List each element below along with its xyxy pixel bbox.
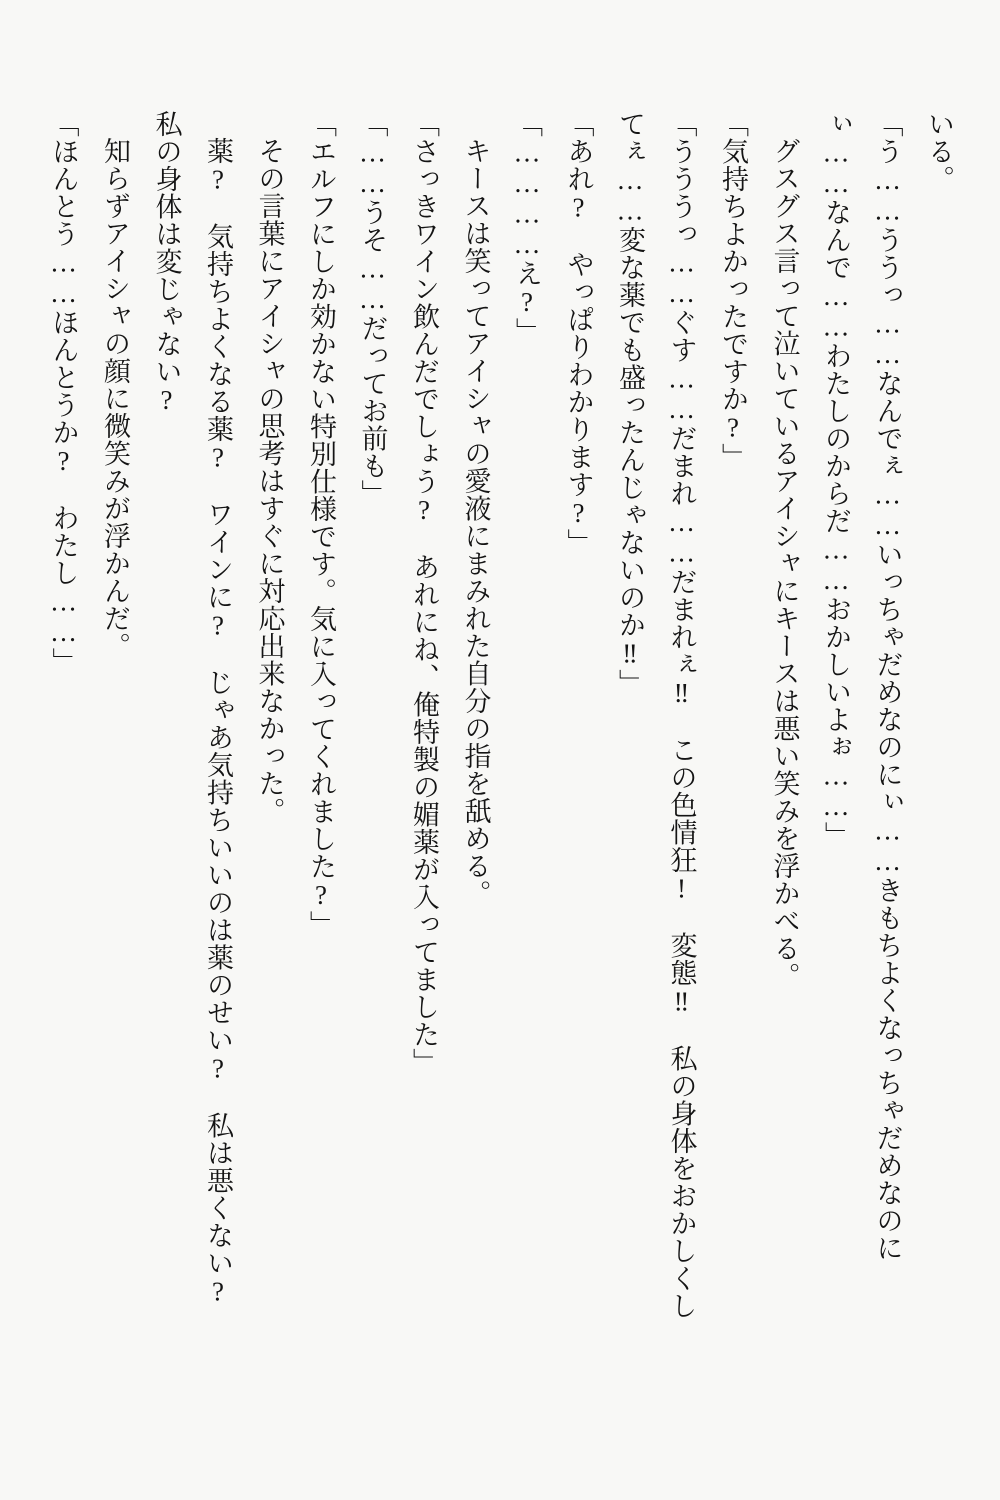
paragraph: 知らずアイシャの顔に微笑みが浮かんだ。: [100, 137, 130, 660]
paragraph: 「う……ううっ……なんでぇ……いっちゃだめなのにぃ……きもちよくなっちゃだめなのにぃ……なんで……わたしのからだ……おかしいよぉ……」: [821, 110, 903, 1262]
paragraph: 「気持ちよかったですか?」: [718, 110, 748, 471]
paragraph: その言葉にアイシャの思考はすぐに対応出来なかった。: [254, 137, 285, 825]
paragraph: 「うううっ……ぐす……だまれ……だまれぇ‼ この色情狂! 変態‼ 私の身体をおかしくしてぇ……変な薬でも盛ったんじゃないのか‼」: [615, 110, 697, 1320]
paragraph: 私の身体は変じゃない?: [151, 110, 182, 416]
paragraph: グスグス言って泣いているアイシャにキースは悪い笑みを浮かべる。: [769, 137, 800, 990]
paragraph: いる。: [924, 110, 954, 193]
paragraph: 「あれ? やっぱりわかります?」: [563, 110, 594, 556]
paragraph: 「……うそ……だってお前も」: [357, 110, 388, 507]
paragraph: 「エルフにしか効かない特別仕様です。気に入ってくれました?」: [306, 110, 336, 938]
paragraph: キースは笑ってアイシャの愛液にまみれた自分の指を舐める。: [460, 137, 491, 907]
paragraph: 「さっきワイン飲んだでしょう? あれにね、俺特製の媚薬が入ってました」: [409, 110, 439, 1076]
paragraph: 薬? 気持ちよくなる薬? ワインに? じゃあ気持ちいいのは薬のせい? 私は悪くない?: [203, 137, 233, 1307]
paragraph: 「…………え?」: [512, 110, 542, 345]
vertical-text-flow: [30, 110, 964, 1332]
paragraph: 「ほんとう……ほんとうか? わたし……」: [48, 110, 79, 675]
